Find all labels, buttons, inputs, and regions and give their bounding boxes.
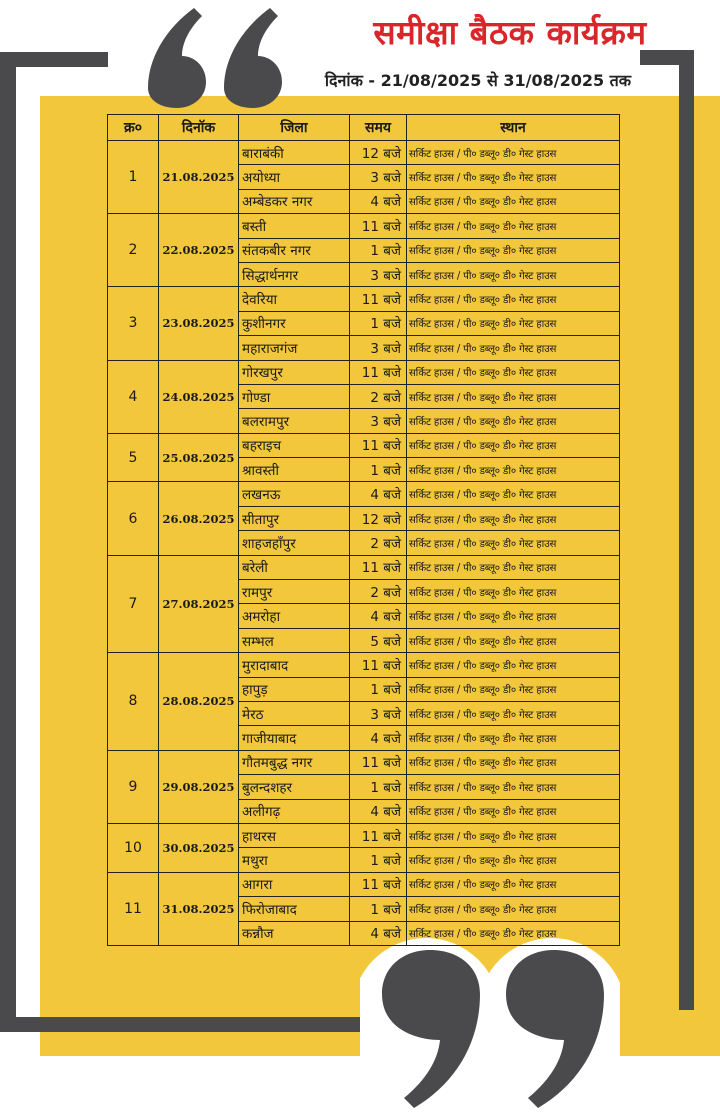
time-cell: 4 बजे: [350, 189, 407, 213]
schedule-table: [107, 114, 620, 946]
venue-cell: सर्किट हाउस / पी० डब्लू० डी० गेस्ट हाउस: [407, 336, 620, 360]
time-cell: 4 बजे: [350, 726, 407, 750]
time-cell: 1 बजे: [350, 238, 407, 262]
time-cell: 1 बजे: [350, 897, 407, 921]
date-cell: 21.08.2025: [159, 141, 239, 214]
district-cell: आगरा: [239, 872, 350, 896]
time-cell: 11 बजे: [350, 287, 407, 311]
time-cell: 4 बजे: [350, 604, 407, 628]
frame-left-bar: [0, 52, 16, 1032]
district-cell: मुरादाबाद: [239, 653, 350, 677]
venue-cell: सर्किट हाउस / पी० डब्लू० डी० गेस्ट हाउस: [407, 409, 620, 433]
venue-cell: सर्किट हाउस / पी० डब्लू० डी० गेस्ट हाउस: [407, 165, 620, 189]
header-venue: स्थान: [407, 115, 620, 141]
venue-cell: सर्किट हाउस / पी० डब्लू० डी० गेस्ट हाउस: [407, 262, 620, 286]
venue-cell: सर्किट हाउस / पी० डब्लू० डी० गेस्ट हाउस: [407, 921, 620, 945]
district-cell: अमरोहा: [239, 604, 350, 628]
serial-number-cell: 8: [108, 653, 159, 751]
venue-cell: सर्किट हाउस / पी० डब्लू० डी० गेस्ट हाउस: [407, 555, 620, 579]
time-cell: 11 बजे: [350, 555, 407, 579]
time-cell: 11 बजे: [350, 872, 407, 896]
header-serial: क्र०: [108, 115, 159, 141]
date-cell: 29.08.2025: [159, 750, 239, 823]
venue-cell: सर्किट हाउस / पी० डब्लू० डी० गेस्ट हाउस: [407, 433, 620, 457]
header-district: जिला: [239, 115, 350, 141]
venue-cell: सर्किट हाउस / पी० डब्लू० डी० गेस्ट हाउस: [407, 311, 620, 335]
district-cell: बस्ती: [239, 214, 350, 238]
district-cell: बाराबंकी: [239, 141, 350, 165]
time-cell: 1 बजे: [350, 458, 407, 482]
serial-number-cell: 11: [108, 872, 159, 945]
time-cell: 3 बजे: [350, 701, 407, 725]
venue-cell: सर्किट हाउस / पी० डब्लू० डी० गेस्ट हाउस: [407, 141, 620, 165]
frame-top-left-bar: [0, 52, 108, 67]
venue-cell: सर्किट हाउस / पी० डब्लू० डी० गेस्ट हाउस: [407, 653, 620, 677]
district-cell: बलरामपुर: [239, 409, 350, 433]
table-row: [108, 823, 620, 847]
venue-cell: सर्किट हाउस / पी० डब्लू० डी० गेस्ट हाउस: [407, 214, 620, 238]
serial-number-cell: 4: [108, 360, 159, 433]
table-row: [108, 433, 620, 457]
district-cell: लखनऊ: [239, 482, 350, 506]
serial-number-cell: 7: [108, 555, 159, 653]
serial-number-cell: 5: [108, 433, 159, 482]
date-cell: 30.08.2025: [159, 823, 239, 872]
district-cell: हाथरस: [239, 823, 350, 847]
district-cell: महाराजगंज: [239, 336, 350, 360]
serial-number-cell: 10: [108, 823, 159, 872]
time-cell: 3 बजे: [350, 409, 407, 433]
table-row: [108, 141, 620, 165]
district-cell: गोण्डा: [239, 384, 350, 408]
time-cell: 11 बजे: [350, 750, 407, 774]
district-cell: कन्नौज: [239, 921, 350, 945]
venue-cell: सर्किट हाउस / पी० डब्लू० डी० गेस्ट हाउस: [407, 726, 620, 750]
venue-cell: सर्किट हाउस / पी० डब्लू० डी० गेस्ट हाउस: [407, 775, 620, 799]
time-cell: 2 बजे: [350, 580, 407, 604]
date-cell: 23.08.2025: [159, 287, 239, 360]
district-cell: हापुड़: [239, 677, 350, 701]
table-row: [108, 555, 620, 579]
time-cell: 3 बजे: [350, 336, 407, 360]
venue-cell: सर्किट हाउस / पी० डब्लू० डी० गेस्ट हाउस: [407, 238, 620, 262]
header-date: दिनॉक: [159, 115, 239, 141]
venue-cell: सर्किट हाउस / पी० डब्लू० डी० गेस्ट हाउस: [407, 580, 620, 604]
time-cell: 5 बजे: [350, 628, 407, 652]
serial-number-cell: 6: [108, 482, 159, 555]
district-cell: बरेली: [239, 555, 350, 579]
district-cell: बहराइच: [239, 433, 350, 457]
date-cell: 26.08.2025: [159, 482, 239, 555]
time-cell: 3 बजे: [350, 262, 407, 286]
frame-right-bar: [679, 50, 694, 1010]
date-range-subtitle: दिनांक - 21/08/2025 से 31/08/2025 तक: [324, 71, 632, 90]
double-closing-quote-icon: [360, 932, 620, 1112]
district-cell: श्रावस्ती: [239, 458, 350, 482]
venue-cell: सर्किट हाउस / पी० डब्लू० डी० गेस्ट हाउस: [407, 823, 620, 847]
serial-number-cell: 3: [108, 287, 159, 360]
date-cell: 25.08.2025: [159, 433, 239, 482]
venue-cell: सर्किट हाउस / पी० डब्लू० डी० गेस्ट हाउस: [407, 360, 620, 384]
time-cell: 4 बजे: [350, 482, 407, 506]
schedule-table-wrapper: [107, 114, 619, 946]
venue-cell: सर्किट हाउस / पी० डब्लू० डी० गेस्ट हाउस: [407, 189, 620, 213]
date-cell: 28.08.2025: [159, 653, 239, 751]
schedule-table-body: [108, 141, 620, 946]
district-cell: गौतमबुद्ध नगर: [239, 750, 350, 774]
district-cell: सिद्धार्थनगर: [239, 262, 350, 286]
time-cell: 1 बजे: [350, 311, 407, 335]
table-row: [108, 287, 620, 311]
date-cell: 22.08.2025: [159, 214, 239, 287]
district-cell: सीतापुर: [239, 506, 350, 530]
table-row: [108, 653, 620, 677]
district-cell: संतकबीर नगर: [239, 238, 350, 262]
table-row: [108, 872, 620, 896]
venue-cell: सर्किट हाउस / पी० डब्लू० डी० गेस्ट हाउस: [407, 848, 620, 872]
district-cell: देवरिया: [239, 287, 350, 311]
date-cell: 24.08.2025: [159, 360, 239, 433]
district-cell: मेरठ: [239, 701, 350, 725]
date-cell: 27.08.2025: [159, 555, 239, 653]
table-row: [108, 482, 620, 506]
frame-bottom-bar: [0, 1017, 362, 1032]
date-cell: 31.08.2025: [159, 872, 239, 945]
venue-cell: सर्किट हाउस / पी० डब्लू० डी० गेस्ट हाउस: [407, 750, 620, 774]
district-cell: अयोध्या: [239, 165, 350, 189]
table-row: [108, 360, 620, 384]
page-title: समीक्षा बैठक कार्यक्रम: [373, 13, 647, 52]
double-opening-quote-icon: [128, 0, 298, 112]
time-cell: 1 बजे: [350, 775, 407, 799]
time-cell: 11 बजे: [350, 360, 407, 384]
venue-cell: सर्किट हाउस / पी० डब्लू० डी० गेस्ट हाउस: [407, 628, 620, 652]
time-cell: 11 बजे: [350, 433, 407, 457]
serial-number-cell: 9: [108, 750, 159, 823]
time-cell: 1 बजे: [350, 848, 407, 872]
time-cell: 1 बजे: [350, 677, 407, 701]
district-cell: बुलन्दशहर: [239, 775, 350, 799]
time-cell: 11 बजे: [350, 214, 407, 238]
time-cell: 2 बजे: [350, 384, 407, 408]
district-cell: गाजीयाबाद: [239, 726, 350, 750]
venue-cell: सर्किट हाउस / पी० डब्लू० डी० गेस्ट हाउस: [407, 604, 620, 628]
district-cell: सम्भल: [239, 628, 350, 652]
time-cell: 11 बजे: [350, 823, 407, 847]
venue-cell: सर्किट हाउस / पी० डब्लू० डी० गेस्ट हाउस: [407, 287, 620, 311]
district-cell: रामपुर: [239, 580, 350, 604]
venue-cell: सर्किट हाउस / पी० डब्लू० डी० गेस्ट हाउस: [407, 872, 620, 896]
time-cell: 12 बजे: [350, 506, 407, 530]
district-cell: फिरोजाबाद: [239, 897, 350, 921]
venue-cell: सर्किट हाउस / पी० डब्लू० डी० गेस्ट हाउस: [407, 701, 620, 725]
venue-cell: सर्किट हाउस / पी० डब्लू० डी० गेस्ट हाउस: [407, 799, 620, 823]
venue-cell: सर्किट हाउस / पी० डब्लू० डी० गेस्ट हाउस: [407, 482, 620, 506]
venue-cell: सर्किट हाउस / पी० डब्लू० डी० गेस्ट हाउस: [407, 384, 620, 408]
district-cell: कुशीनगर: [239, 311, 350, 335]
district-cell: गोरखपुर: [239, 360, 350, 384]
venue-cell: सर्किट हाउस / पी० डब्लू० डी० गेस्ट हाउस: [407, 506, 620, 530]
time-cell: 4 बजे: [350, 799, 407, 823]
district-cell: अलीगढ़: [239, 799, 350, 823]
venue-cell: सर्किट हाउस / पी० डब्लू० डी० गेस्ट हाउस: [407, 897, 620, 921]
time-cell: 12 बजे: [350, 141, 407, 165]
district-cell: मथुरा: [239, 848, 350, 872]
serial-number-cell: 1: [108, 141, 159, 214]
district-cell: शाहजहाँपुर: [239, 531, 350, 555]
venue-cell: सर्किट हाउस / पी० डब्लू० डी० गेस्ट हाउस: [407, 531, 620, 555]
time-cell: 11 बजे: [350, 653, 407, 677]
table-header-row: [108, 115, 620, 141]
time-cell: 4 बजे: [350, 921, 407, 945]
venue-cell: सर्किट हाउस / पी० डब्लू० डी० गेस्ट हाउस: [407, 458, 620, 482]
district-cell: अम्बेडकर नगर: [239, 189, 350, 213]
table-row: [108, 214, 620, 238]
header-time: समय: [350, 115, 407, 141]
time-cell: 2 बजे: [350, 531, 407, 555]
venue-cell: सर्किट हाउस / पी० डब्लू० डी० गेस्ट हाउस: [407, 677, 620, 701]
table-row: [108, 750, 620, 774]
serial-number-cell: 2: [108, 214, 159, 287]
time-cell: 3 बजे: [350, 165, 407, 189]
